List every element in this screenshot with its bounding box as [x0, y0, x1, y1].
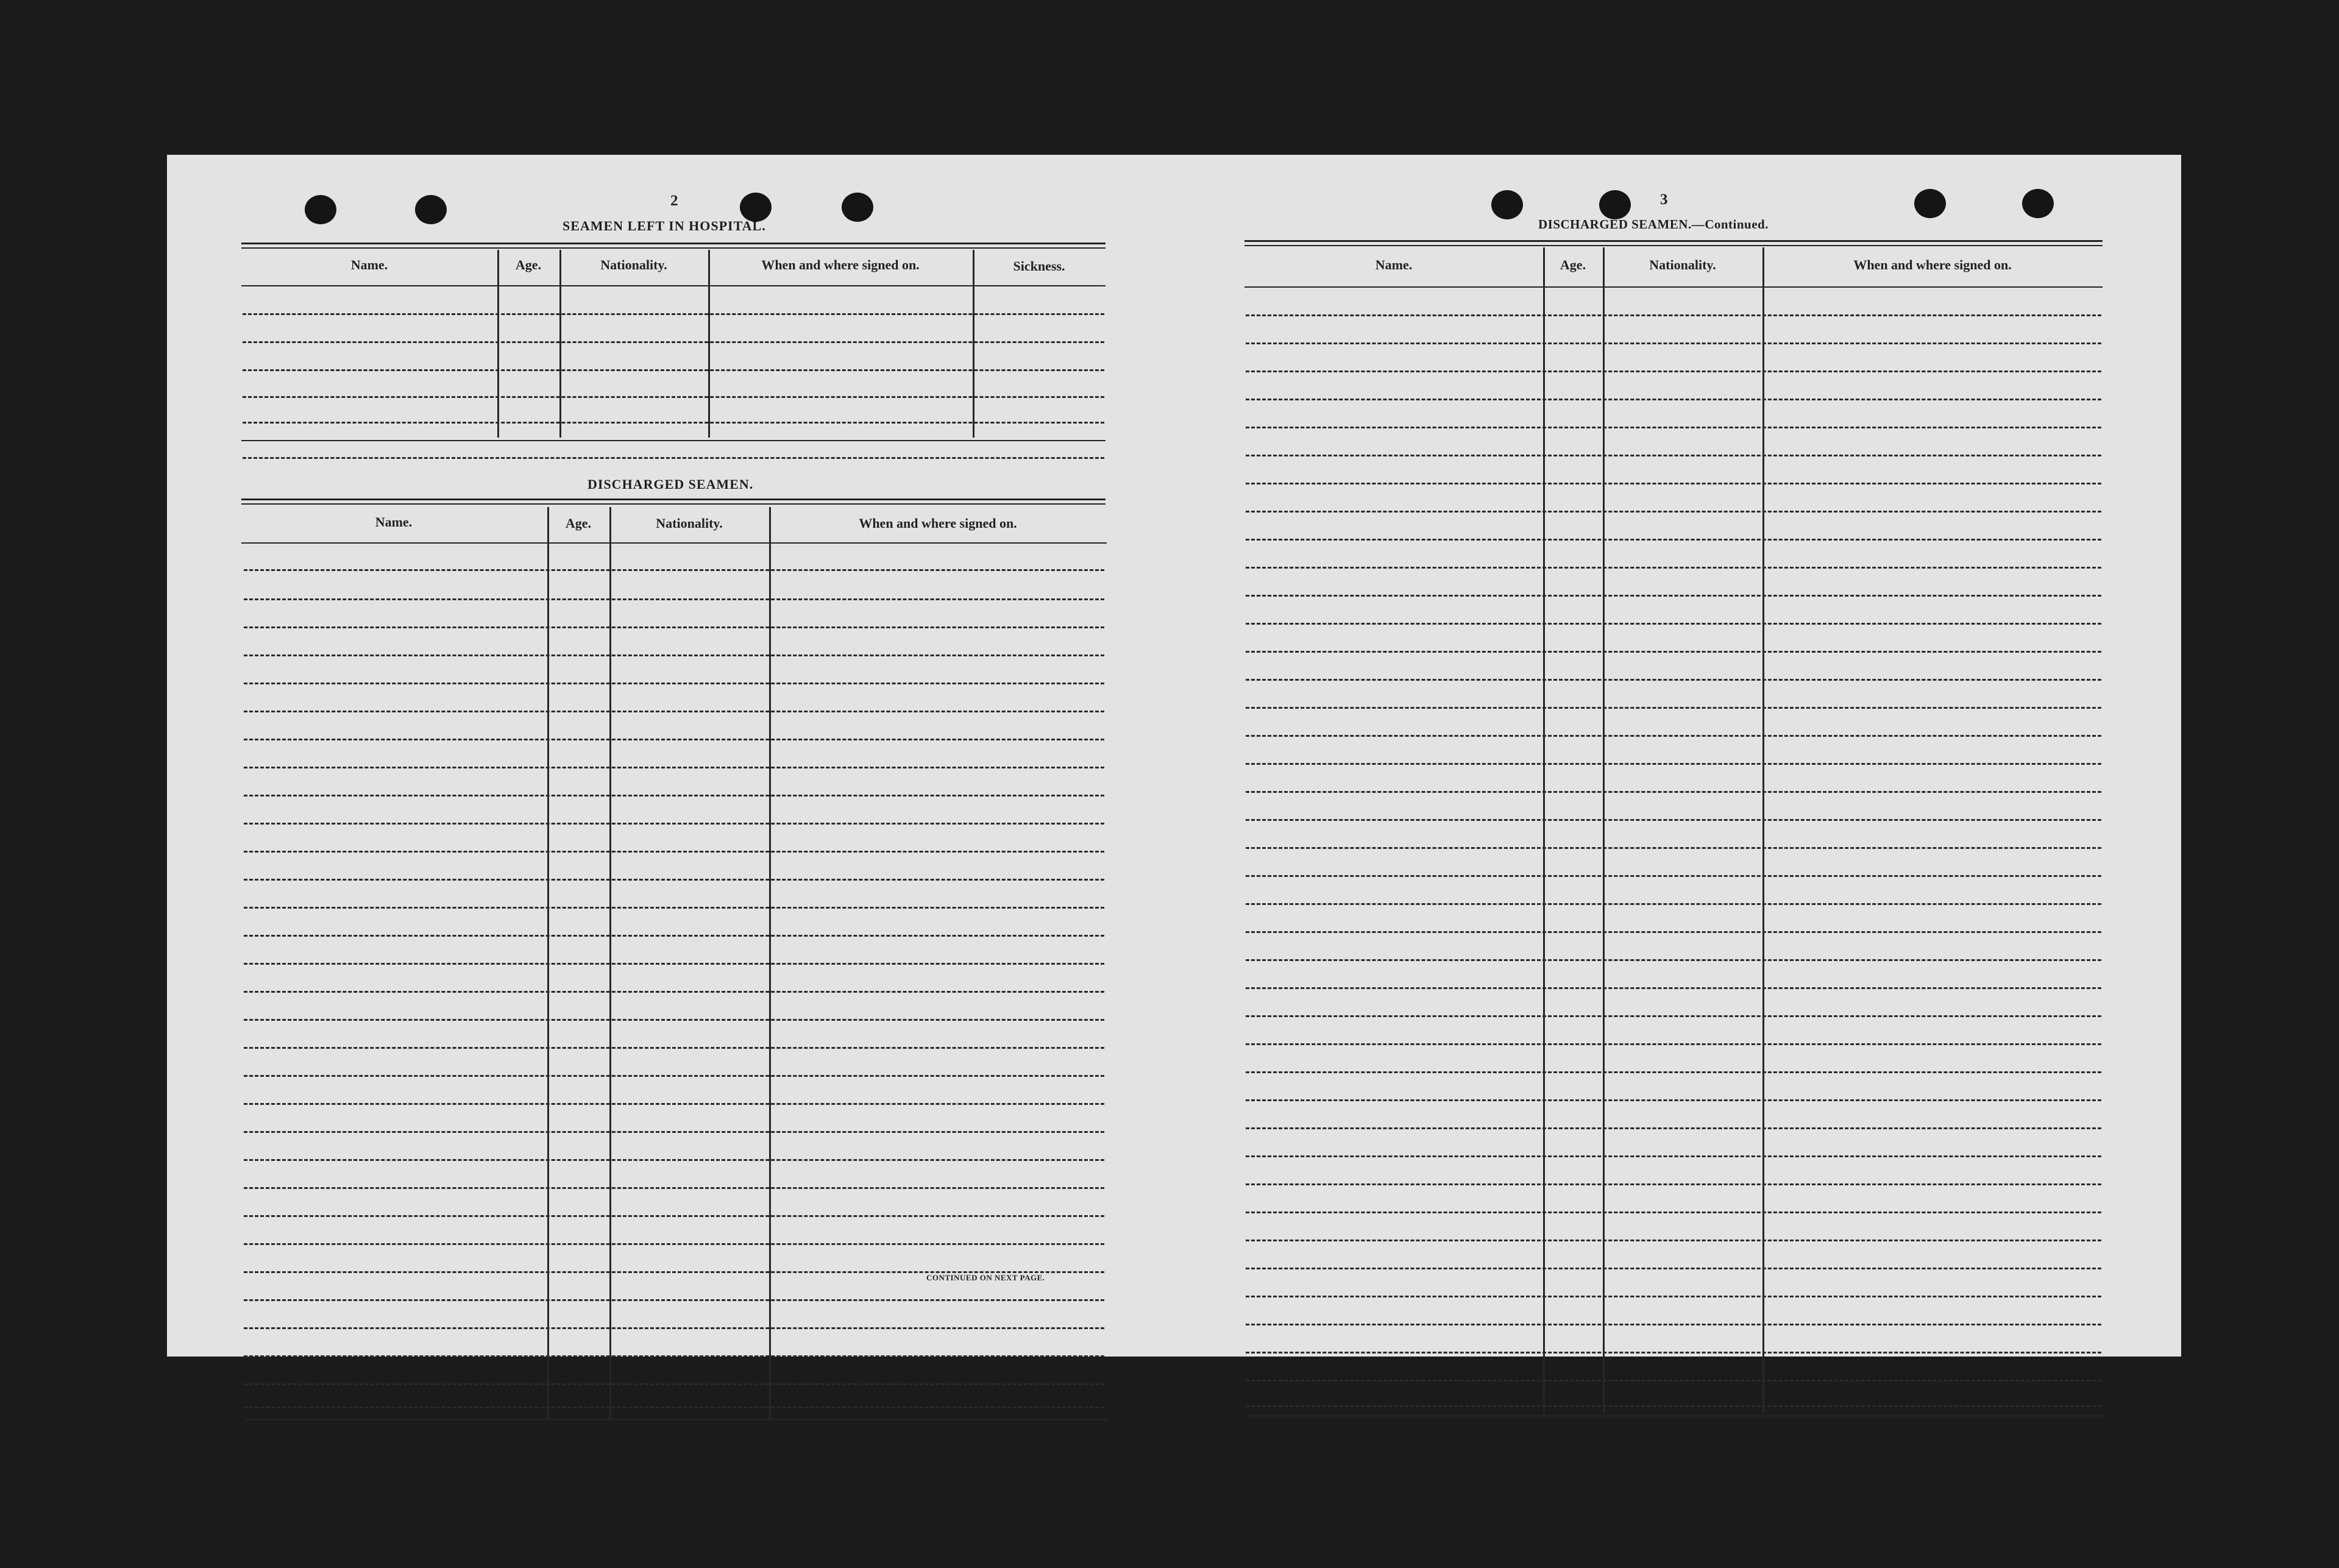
entry-line [1246, 1324, 2101, 1325]
column-header-signed-on: When and where signed on. [859, 516, 1017, 531]
entry-line [1246, 623, 2101, 625]
entry-line [1246, 371, 2101, 372]
entry-line [1246, 567, 2101, 569]
table-rule [245, 1419, 1108, 1421]
right-page [167, 155, 2181, 1357]
entry-line [1246, 1043, 2101, 1045]
entry-line [1246, 763, 2101, 765]
entry-line [1246, 314, 2101, 316]
entry-line [1246, 1296, 2101, 1297]
page-number: 3 [1660, 191, 1668, 208]
entry-line [1246, 875, 2101, 877]
column-header-signed-on: When and where signed on. [1853, 257, 2012, 272]
entry-line [1246, 1071, 2101, 1073]
column-header-nationality: Nationality. [1649, 257, 1716, 272]
entry-line [1246, 819, 2101, 821]
entry-line [1246, 1268, 2101, 1269]
entry-line [1246, 427, 2101, 428]
entry-line [1246, 931, 2101, 933]
column-header-signed-on: When and where signed on. [761, 257, 920, 272]
entry-line [1246, 342, 2101, 344]
column-header-sickness: Sickness. [1013, 258, 1065, 274]
header-rule [1244, 286, 2103, 288]
entry-line [1246, 651, 2101, 653]
entry-line [1246, 735, 2101, 737]
column-header-age: Age. [565, 516, 592, 531]
entry-line [1246, 455, 2101, 456]
column-divider [1762, 247, 1764, 1414]
discharged-continued-title: DISCHARGED SEAMEN.—Continued. [1538, 217, 1769, 232]
table-rule [1244, 245, 2103, 246]
entry-line [1246, 987, 2101, 989]
entry-line [1246, 539, 2101, 541]
entry-line [244, 1407, 1104, 1408]
column-header-name: Name. [375, 514, 413, 530]
table-rule [1246, 1415, 2105, 1417]
entry-line [1246, 707, 2101, 709]
column-divider [1603, 247, 1605, 1414]
entry-line [1246, 399, 2101, 400]
table-rule [1244, 240, 2103, 242]
column-header-age: Age. [1560, 257, 1586, 272]
entry-line [1246, 1099, 2101, 1101]
entry-line [1246, 959, 2101, 961]
document-sheet [167, 155, 2181, 1357]
entry-line [1246, 1240, 2101, 1241]
entry-line [1246, 1380, 2101, 1382]
entry-line [1246, 903, 2101, 905]
page-number: 2 [670, 193, 678, 209]
entry-line [1246, 595, 2101, 597]
entry-line [1246, 1211, 2101, 1213]
entry-line [1246, 1155, 2101, 1157]
column-header-name: Name. [350, 257, 388, 272]
entry-line [1246, 791, 2101, 793]
discharged-section-title: DISCHARGED SEAMEN. [587, 477, 754, 492]
entry-line [1246, 1352, 2101, 1353]
entry-line [1246, 511, 2101, 513]
entry-line [1246, 679, 2101, 681]
entry-line [1246, 1127, 2101, 1129]
hospital-section-title: SEAMEN LEFT IN HOSPITAL. [563, 218, 766, 233]
entry-line [244, 1383, 1104, 1385]
column-header-nationality: Nationality. [656, 516, 723, 531]
entry-line [1246, 847, 2101, 849]
column-header-name: Name. [1375, 257, 1413, 272]
entry-line [1246, 483, 2101, 484]
continued-note: CONTINUED ON NEXT PAGE. [926, 1273, 1045, 1282]
column-header-age: Age. [515, 257, 542, 272]
column-header-nationality: Nationality. [600, 257, 667, 272]
entry-line [1246, 1015, 2101, 1017]
column-divider [1543, 247, 1545, 1414]
entry-line [1246, 1183, 2101, 1185]
entry-line [1246, 1405, 2101, 1407]
